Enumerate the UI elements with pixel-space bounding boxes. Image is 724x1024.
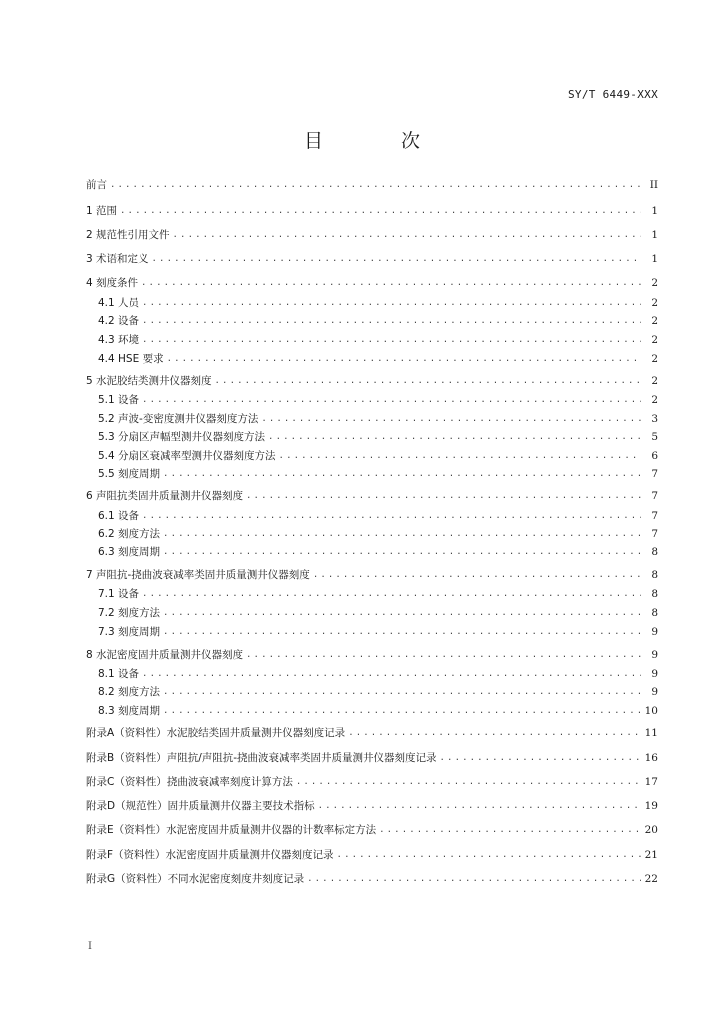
toc-entry-label: 6.2 刻度方法: [98, 528, 161, 540]
toc-entry-label: 8.2 刻度方法: [98, 686, 161, 698]
toc-page-number: 17: [644, 776, 658, 788]
toc-page-number: 7: [651, 490, 658, 502]
toc-entry-label: 4.2 设备: [98, 315, 140, 327]
toc-subentry[interactable]: [86, 668, 658, 681]
toc-subentry[interactable]: [86, 353, 658, 366]
toc-entry-label: 6 声阻抗类固井质量测井仪器刻度: [86, 490, 244, 502]
toc-dot-leader: [318, 800, 641, 813]
toc-dot-leader: [142, 315, 641, 328]
toc-entry-label: 2 规范性引用文件: [86, 229, 170, 241]
toc-page-number: 9: [651, 686, 658, 698]
toc-dot-leader: [307, 873, 641, 886]
toc-page-number: 2: [651, 334, 658, 346]
toc-page-number: 22: [644, 873, 658, 885]
toc-dot-leader: [348, 727, 641, 740]
toc-subentry[interactable]: [86, 413, 658, 426]
toc-dot-leader: [268, 431, 641, 444]
toc-entry-label: 7.1 设备: [98, 588, 140, 600]
toc-dot-leader: [163, 607, 641, 620]
toc-dot-leader: [279, 450, 641, 463]
toc-entry-label: 附录B（资料性）声阻抗/声阻抗-挠曲波衰减率类固井质量测井仪器刻度记录: [86, 752, 437, 764]
toc-page-number: 2: [651, 394, 658, 406]
toc-subentry[interactable]: [86, 705, 658, 718]
toc-page-number: 1: [651, 205, 658, 217]
toc-entry-label: 4 刻度条件: [86, 277, 139, 289]
toc-page-number: 8: [651, 546, 658, 558]
toc-entry[interactable]: [86, 490, 658, 503]
toc-subentry[interactable]: [86, 315, 658, 328]
page-title: 目 次: [303, 130, 457, 152]
toc-page-number: 1: [651, 229, 658, 241]
toc-subentry[interactable]: [86, 297, 658, 310]
toc-dot-leader: [313, 569, 641, 582]
toc-entry[interactable]: [86, 229, 658, 242]
toc-page-number: 2: [651, 315, 658, 327]
toc-page-number: 7: [651, 468, 658, 480]
toc-page-number: 6: [651, 450, 658, 462]
toc-page-number: 2: [651, 297, 658, 309]
toc-entry[interactable]: [86, 569, 658, 582]
toc-entry-label: 附录F（资料性）水泥密度固井质量测井仪器刻度记录: [86, 849, 334, 861]
toc-entry-label: 4.1 人员: [98, 297, 140, 309]
toc-page-number: 9: [651, 626, 658, 638]
toc-entry-label: 5 水泥胶结类测井仪器刻度: [86, 375, 212, 387]
toc-entry-label: 附录C（资料性）挠曲波衰减率刻度计算方法: [86, 776, 293, 788]
toc-entry[interactable]: [86, 205, 658, 218]
toc-entry-label: 7 声阻抗-挠曲波衰减率类固井质量测井仪器刻度: [86, 569, 310, 581]
toc-page-number: 19: [644, 800, 658, 812]
toc-page-number: 8: [651, 569, 658, 581]
toc-entry-label: 5.2 声波-变密度测井仪器刻度方法: [98, 413, 259, 425]
toc-entry-label: 8.3 刻度周期: [98, 705, 161, 717]
toc-dot-leader: [142, 334, 641, 347]
toc-page-number: 1: [651, 253, 658, 265]
toc-page-number: 5: [651, 431, 658, 443]
toc-dot-leader: [110, 179, 641, 192]
toc-entry[interactable]: [86, 179, 658, 192]
toc-dot-leader: [142, 668, 641, 681]
toc-dot-leader: [141, 277, 641, 290]
toc-subentry[interactable]: [86, 686, 658, 699]
toc-entry-label: 8 水泥密度固井质量测井仪器刻度: [86, 649, 244, 661]
toc-entry-label: 6.1 设备: [98, 510, 140, 522]
toc-entry-label: 5.5 刻度周期: [98, 468, 161, 480]
toc-entry[interactable]: [86, 375, 658, 388]
toc-dot-leader: [261, 413, 641, 426]
toc-dot-leader: [142, 394, 641, 407]
toc-entry-label: 5.4 分扇区衰减率型测井仪器刻度方法: [98, 450, 276, 462]
toc-entry[interactable]: [86, 752, 658, 765]
toc-page-number: 9: [651, 668, 658, 680]
toc-dot-leader: [337, 849, 641, 862]
toc-dot-leader: [163, 705, 641, 718]
toc-entry[interactable]: [86, 776, 658, 789]
toc-page-number: 2: [651, 277, 658, 289]
toc-dot-leader: [246, 649, 641, 662]
toc-page-number: 2: [651, 353, 658, 365]
toc-entry-label: 5.3 分扇区声幅型测井仪器刻度方法: [98, 431, 266, 443]
toc-entry-label: 7.3 刻度周期: [98, 626, 161, 638]
toc-entry-label: 3 术语和定义: [86, 253, 149, 265]
toc-entry[interactable]: [86, 873, 658, 886]
toc-dot-leader: [296, 776, 641, 789]
toc-dot-leader: [246, 490, 641, 503]
toc-dot-leader: [173, 229, 641, 242]
toc-dot-leader: [163, 468, 641, 481]
toc-entry[interactable]: [86, 824, 658, 837]
toc-entry-label: 7.2 刻度方法: [98, 607, 161, 619]
toc-entry-label: 1 范围: [86, 205, 118, 217]
toc-subentry[interactable]: [86, 607, 658, 620]
toc-subentry[interactable]: [86, 588, 658, 601]
toc-entry-label: 附录D（规范性）固井质量测井仪器主要技术指标: [86, 800, 315, 812]
toc-subentry[interactable]: [86, 510, 658, 523]
toc-subentry[interactable]: [86, 450, 658, 463]
toc-subentry[interactable]: [86, 546, 658, 559]
toc-subentry[interactable]: [86, 626, 658, 639]
toc-entry-label: 附录A（资料性）水泥胶结类固井质量测井仪器刻度记录: [86, 727, 346, 739]
toc-page-number: 11: [644, 727, 658, 739]
toc-entry-label: 6.3 刻度周期: [98, 546, 161, 558]
toc-subentry[interactable]: [86, 334, 658, 347]
toc-page-number: 7: [651, 528, 658, 540]
toc-dot-leader: [142, 510, 641, 523]
toc-entry-label: 附录E（资料性）水泥密度固井质量测井仪器的计数率标定方法: [86, 824, 377, 836]
toc-entry-label: 4.3 环境: [98, 334, 140, 346]
toc-dot-leader: [440, 752, 641, 765]
toc-entry[interactable]: [86, 727, 658, 740]
toc-dot-leader: [142, 588, 641, 601]
toc-dot-leader: [163, 528, 641, 541]
toc-entry-label: 4.4 HSE 要求: [98, 353, 164, 365]
toc-subentry[interactable]: [86, 431, 658, 444]
toc-page-number: 21: [644, 849, 658, 861]
toc-dot-leader: [163, 686, 641, 699]
toc-dot-leader: [379, 824, 641, 837]
footer-page-number: I: [88, 941, 92, 952]
toc-page-number: 20: [644, 824, 658, 836]
toc-dot-leader: [142, 297, 641, 310]
toc-page-number: 8: [651, 607, 658, 619]
toc-subentry[interactable]: [86, 394, 658, 407]
toc-page-number: 8: [651, 588, 658, 600]
toc-dot-leader: [152, 253, 641, 266]
toc-dot-leader: [120, 205, 641, 218]
toc-page-number: 9: [651, 649, 658, 661]
toc-entry[interactable]: [86, 800, 658, 813]
toc-page-number: II: [649, 179, 658, 191]
toc-entry-label: 8.1 设备: [98, 668, 140, 680]
toc-dot-leader: [167, 353, 641, 366]
toc-subentry[interactable]: [86, 468, 658, 481]
toc-entry-label: 5.1 设备: [98, 394, 140, 406]
toc-entry[interactable]: [86, 649, 658, 662]
toc-entry[interactable]: [86, 849, 658, 862]
toc-subentry[interactable]: [86, 528, 658, 541]
toc-entry-label: 附录G（资料性）不同水泥密度刻度井刻度记录: [86, 873, 305, 885]
toc-page-number: 16: [644, 752, 658, 764]
toc-entry-label: 前言: [86, 179, 107, 191]
document-code: SY/T 6449-XXX: [568, 88, 658, 101]
toc-entry[interactable]: [86, 253, 658, 266]
toc-entry[interactable]: [86, 277, 658, 290]
toc-dot-leader: [163, 626, 641, 639]
toc-page-number: 10: [644, 705, 658, 717]
toc-page-number: 3: [651, 413, 658, 425]
toc-dot-leader: [215, 375, 641, 388]
toc-dot-leader: [163, 546, 641, 559]
toc-page-number: 2: [651, 375, 658, 387]
toc-page-number: 7: [651, 510, 658, 522]
